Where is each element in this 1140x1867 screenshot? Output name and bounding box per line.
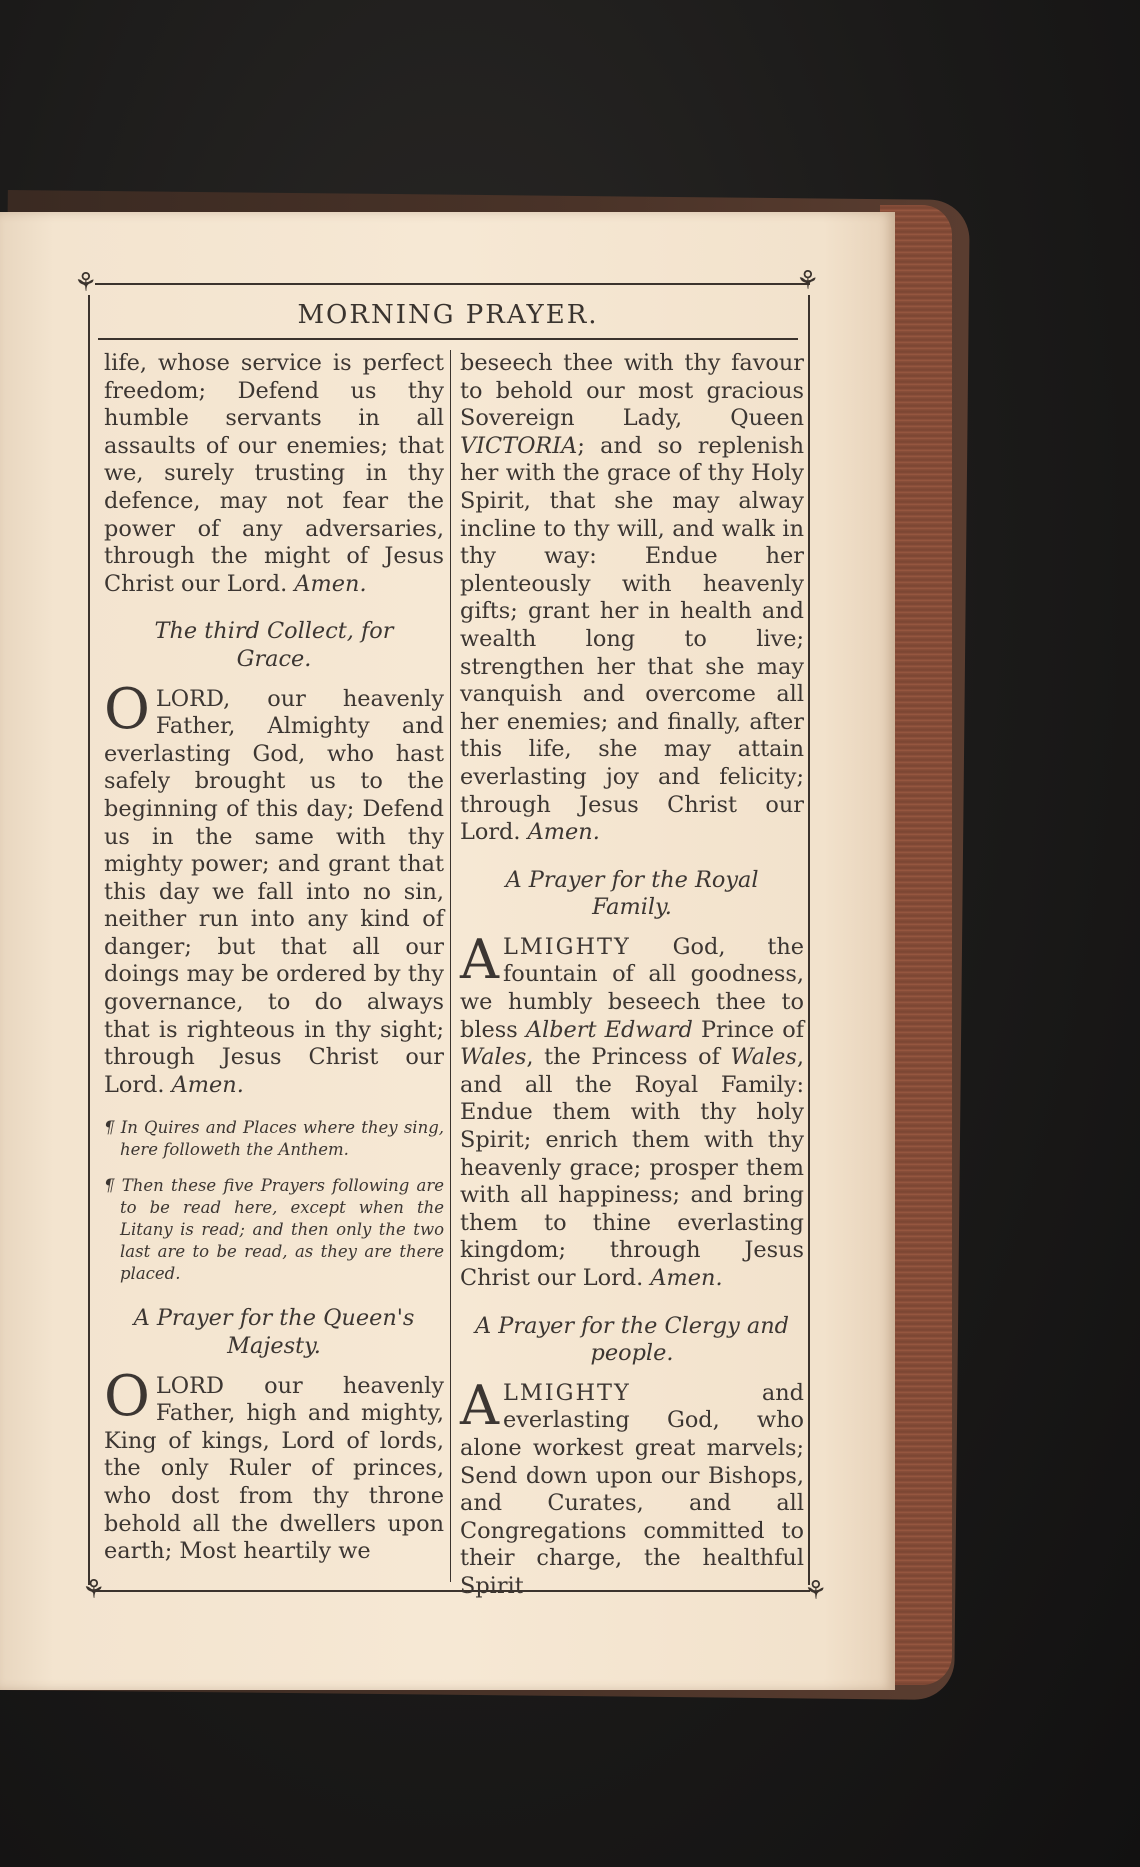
dropcap: A	[460, 1373, 499, 1437]
left-column	[104, 350, 444, 1566]
column-divider	[450, 350, 451, 1582]
collect-ending: life, whose service is perfect freedom; Defend us thy humble servants in all assaults of our enemies; that we, surely trusting in thy defence, may not fear the power of any adversaries, through the might of Jesus Christ our Lord. Amen.	[104, 350, 444, 597]
dropcap: A	[460, 927, 499, 991]
corner-ornament-top-right: ⚘	[796, 266, 820, 296]
clergy-prayer: ALMIGHTY and everlasting God, who alone workest great marvels; Send down upon our Bishops, and Curates, and all Congregations committed to their charge, the healthful Spirit	[460, 1373, 804, 1599]
caption-queen-prayer: A Prayer for the Queen's Majesty.	[133, 1305, 415, 1360]
queen-name: VICTORIA	[460, 432, 578, 459]
queen-prayer-continued: beseech thee with thy favour to behold our most gracious Sovereign Lady, Queen VICTORIA; and so replenish her with the grace of thy Holy Spirit, that she may alway incline to thy will, and walk in thy way: Endue her plenteously with heavenly gifts; grant her in health and wealth long to live; strengthen her that she may vanquish and overcome all her enemies; and finally, after this life, she may attain everlasting joy and felicity; through Jesus Christ our Lord. Amen.	[460, 350, 804, 846]
caption-clergy: A Prayer for the Clergy and people.	[475, 1312, 789, 1367]
dropcap: O	[104, 676, 150, 742]
corner-ornament-top-left: ⚘	[74, 268, 98, 298]
dropcap: O	[104, 1363, 150, 1429]
corner-ornament-bottom-right: ⚘	[804, 1576, 828, 1606]
third-collect-text: OLORD, our heavenly Father, Almighty and everlasting God, who hast safely brought us to the beginning of this day; Defend us in the same with thy mighty power; and grant that this day we fall into no sin, neither run into any kind of danger; but that all our doings may be ordered by thy governance, to do always that is righteous in thy sight; through Jesus Christ our Lord. Amen.	[104, 676, 444, 1098]
frame-right-rule	[808, 295, 810, 1585]
rubric-anthem: ¶ In Quires and Places where they sing, here followeth the Anthem.	[104, 1118, 444, 1160]
heading-rule	[98, 338, 798, 340]
right-column	[460, 350, 804, 1601]
frame-left-rule	[88, 295, 90, 1585]
corner-ornament-bottom-left: ⚘	[82, 1575, 106, 1605]
rubric-five-prayers: ¶ Then these five Prayers following are to be read here, except when the Litany is read; and then only the two last are to be read, as they are there placed.	[104, 1176, 444, 1284]
page-title: MORNING PRAYER.	[297, 300, 599, 330]
caption-third-collect: The third Collect, for Grace.	[154, 618, 394, 672]
royal-family-prayer: ALMIGHTY God, the fountain of all goodness, we humbly beseech thee to bless Albert Edward Prince of Wales, the Princess of Wales, and all the Royal Family: Endue them with thy holy Spirit; enrich them with thy heavenly grace; prosper them with all happiness; and bring them to thine everlasting kingdom; through Jesus Christ our Lord. Amen.	[460, 927, 805, 1291]
frame-top-rule	[95, 283, 810, 285]
queen-prayer-text: OLORD our heavenly Father, high and mighty, King of kings, Lord of lords, the only Ruler of princes, who dost from thy throne behold all the dwellers upon earth; Most heartily we	[104, 1363, 444, 1565]
caption-royal-family: A Prayer for the Royal Family.	[505, 866, 759, 921]
